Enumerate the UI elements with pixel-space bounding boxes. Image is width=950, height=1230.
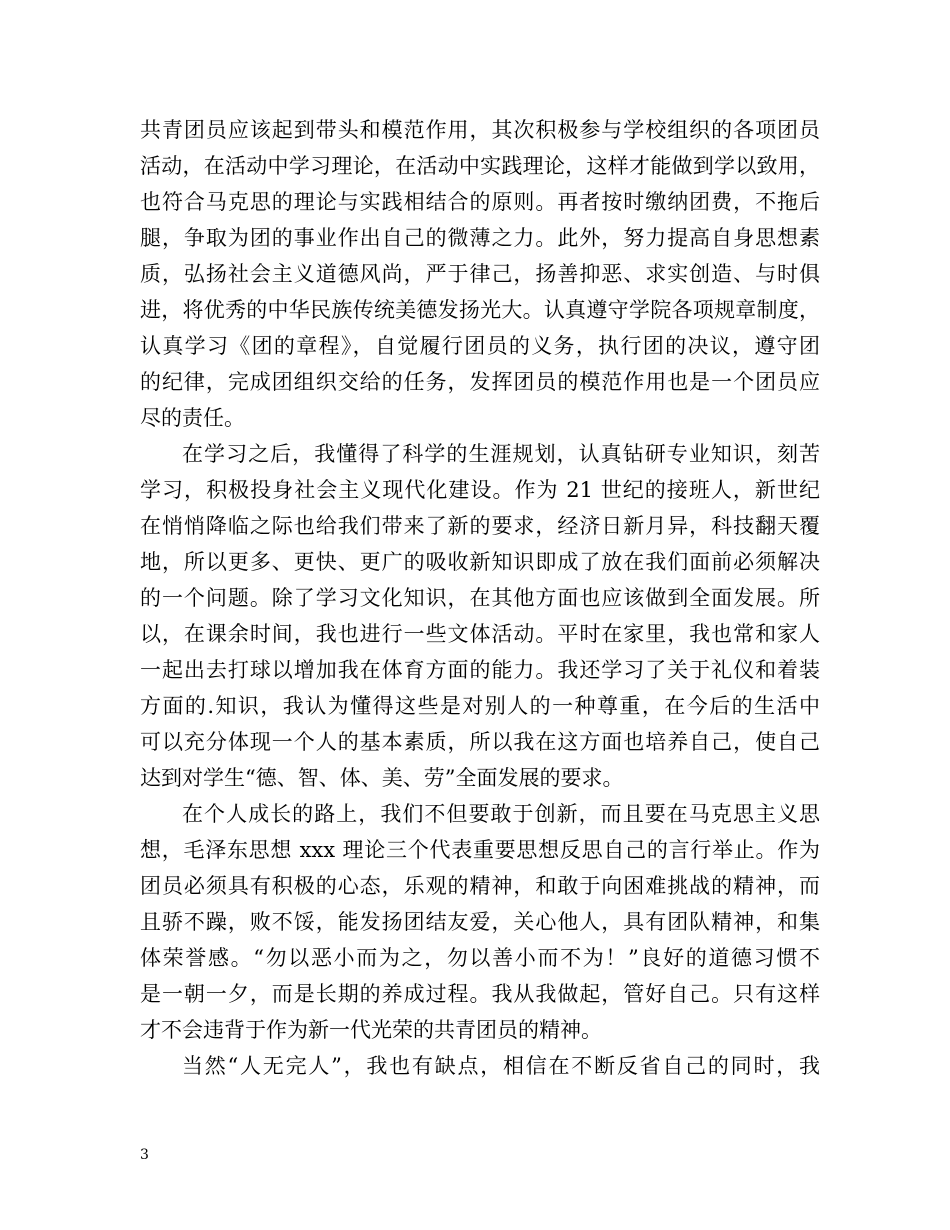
paragraph-4 [140,1048,820,1084]
text-line: 腿，争取为团的事业作出自己的微薄之力。此外，努力提高自身思想素 [140,226,820,250]
text-line: 的纪律，完成团组织交给的任务，发挥团员的模范作用也是一个团员应 [140,370,820,394]
text-line: 地，所以更多、更快、更广的吸收新知识即成了放在我们面前必须解决 [140,550,820,574]
text-line: 在学习之后，我懂得了科学的生涯规划，认真钻研专业知识，刻苦 [182,442,820,466]
text-line: 进，将优秀的中华民族传统美德发扬光大。认真遵守学院各项规章制度， [140,298,820,322]
text-line: 质，弘扬社会主义道德风尚，严于律己，扬善抑恶、求实创造、与时俱 [140,262,820,286]
text-line: 的一个问题。除了学习文化知识，在其他方面也应该做到全面发展。所 [140,586,820,610]
text-line: 以，在课余时间，我也进行一些文体活动。平时在家里，我也常和家人 [140,622,820,646]
text-line: 团员必须具有积极的心态，乐观的精神，和敢于向困难挑战的精神，而 [140,874,820,898]
page-number: 3 [140,1147,149,1163]
text-line: 是一朝一夕，而是长期的养成过程。我从我做起，管好自己。只有这样 [140,982,820,1006]
text-line: 达到对学生“德、智、体、美、劳”全面发展的要求。 [140,766,624,790]
text-line: 体荣誉感。“勿以恶小而为之，勿以善小而不为！”良好的道德习惯不 [140,946,820,970]
document-body [140,112,820,1084]
paragraph-2 [140,436,820,796]
paragraph-1 [140,112,820,436]
paragraph-3 [140,796,820,1048]
text-line: 尽的责任。 [140,406,245,430]
text-line: 在悄悄降临之际也给我们带来了新的要求，经济日新月异，科技翻天覆 [140,514,820,538]
text-line: 学习，积极投身社会主义现代化建设。作为 21 世纪的接班人，新世纪 [140,478,820,502]
text-line: 一起出去打球以增加我在体育方面的能力。我还学习了关于礼仪和着装 [140,658,820,682]
text-line: 可以充分体现一个人的基本素质，所以我在这方面也培养自己，使自己 [140,730,820,754]
text-line: 想，毛泽东思想 xxx 理论三个代表重要思想反思自己的言行举止。作为 [140,838,820,862]
text-line: 当然“人无完人”，我也有缺点，相信在不断反省自己的同时，我 [182,1054,820,1078]
text-line: 认真学习《团的章程》，自觉履行团员的义务，执行团的决议，遵守团 [140,334,820,358]
text-line: 也符合马克思的理论与实践相结合的原则。再者按时缴纳团费，不拖后 [140,190,820,214]
text-line: 在个人成长的路上，我们不但要敢于创新，而且要在马克思主义思 [182,802,820,826]
text-line: 才不会违背于作为新一代光荣的共青团员的精神。 [140,1018,602,1042]
text-line: 活动，在活动中学习理论，在活动中实践理论，这样才能做到学以致用， [140,154,820,178]
text-line: 且骄不躁，败不馁，能发扬团结友爱，关心他人，具有团队精神，和集 [140,910,820,934]
text-line: 共青团员应该起到带头和模范作用，其次积极参与学校组织的各项团员 [140,118,820,142]
text-line: 方面的.知识，我认为懂得这些是对别人的一种尊重，在今后的生活中 [140,694,820,718]
